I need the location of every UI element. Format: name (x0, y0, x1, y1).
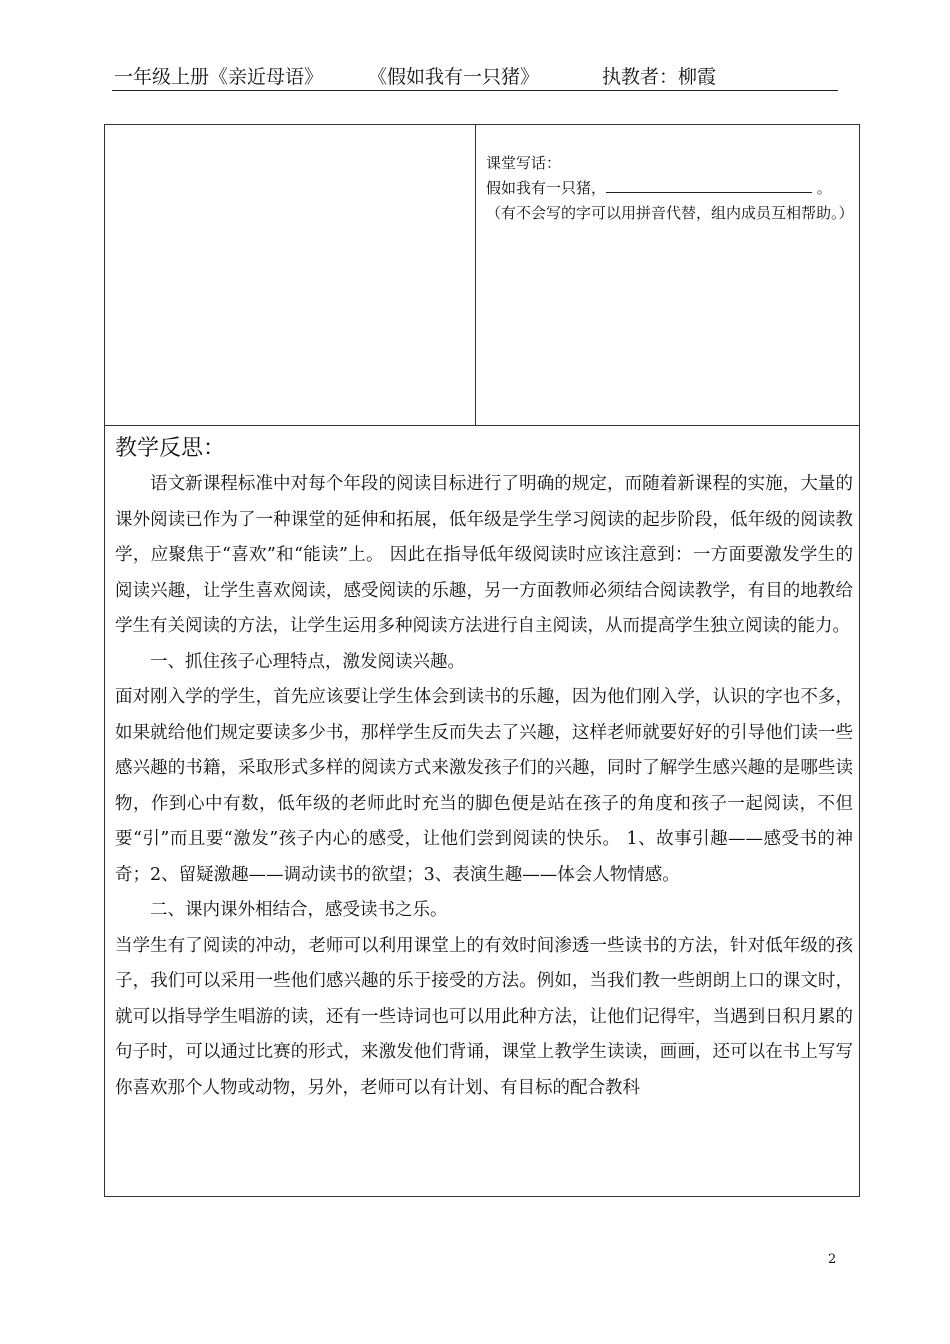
reflection-section (115, 431, 853, 1106)
reflection-title: 教学反思： (115, 436, 226, 461)
writing-task-prompt-line (486, 176, 858, 201)
page-header (112, 66, 838, 91)
table-cell-writing-task (476, 125, 859, 425)
header-book-title: 一年级上册《亲近母语》 (114, 66, 324, 88)
writing-task-note: （有不会写的字可以用拼音代替，组内成员互相帮助。） (486, 204, 854, 222)
reflection-heading-2: 二、课内课外相结合，感受读书之乐。 (150, 900, 448, 920)
writing-blank-line (606, 177, 812, 193)
writing-task (486, 151, 858, 226)
page-number: 2 (828, 1252, 837, 1267)
lesson-table (104, 124, 860, 1197)
header-lesson-title: 《假如我有一只猪》 (368, 66, 540, 88)
header-teacher: 执教者：柳霞 (602, 66, 717, 88)
table-top-row (105, 125, 859, 426)
writing-task-prompt: 假如我有一只猪， (486, 179, 607, 197)
writing-task-label: 课堂写话： (486, 154, 562, 172)
reflection-heading-1: 一、抓住孩子心理特点，激发阅读兴趣。 (150, 651, 465, 672)
writing-task-end-mark: 。 (816, 179, 832, 197)
reflection-paragraph: 当学生有了阅读的冲动，老师可以利用课堂上的有效时间渗透一些读书的方法，针对低年级的孩子，我们可以采用一些他们感兴趣的乐于接受的方法。例如，当我们教一些朗朗上口的课文时，就可以指导学生唱游的读，还有一些诗词也可以用此种方法，让他们记得牢，当遇到日积月累的句子时，可以通过比赛的形式，来激发他们背诵，课堂上教学生读读，画画，还可以在书上写写你喜欢那个人物或动物，另外，老师可以有计划、有目标的配合教科 (115, 935, 853, 1098)
table-cell-empty (105, 125, 476, 425)
reflection-paragraph: 面对刚入学的学生，首先应该要让学生体会到读书的乐趣，因为他们刚入学，认识的字也不多，如果就给他们规定要读多少书，那样学生反而失去了兴趣，这样老师就要好好的引导他们读一些感兴趣的书籍，采取形式多样的阅读方式来激发孩子们的兴趣，同时了解学生感兴趣的是哪些读物，作到心中有数，低年级的老师此时充当的脚色便是站在孩子的角度和孩子一起阅读，不但要“引”而且要“激发”孩子内心的感受，让他们尝到阅读的快乐。 1、故事引趣——感受书的神奇；2、留疑激趣——调动读书的欲望；3、表演生趣——体会人物情感。 (115, 687, 853, 885)
reflection-paragraph: 语文新课程标准中对每个年段的阅读目标进行了明确的规定，而随着新课程的实施，大量的课外阅读已作为了一种课堂的延伸和拓展，低年级是学生学习阅读的起步阶段，低年级的阅读教学，应聚焦于“喜欢”和“能读”上。 因此在指导低年级阅读时应该注意到：一方面要激发学生的阅读兴趣，让学生喜欢阅读，感受阅读的乐趣，另一方面教师必须结合阅读教学，有目的地教给学生有关阅读的方法，让学生运用多种阅读方法进行自主阅读，从而提高学生独立阅读的能力。 (115, 474, 853, 636)
